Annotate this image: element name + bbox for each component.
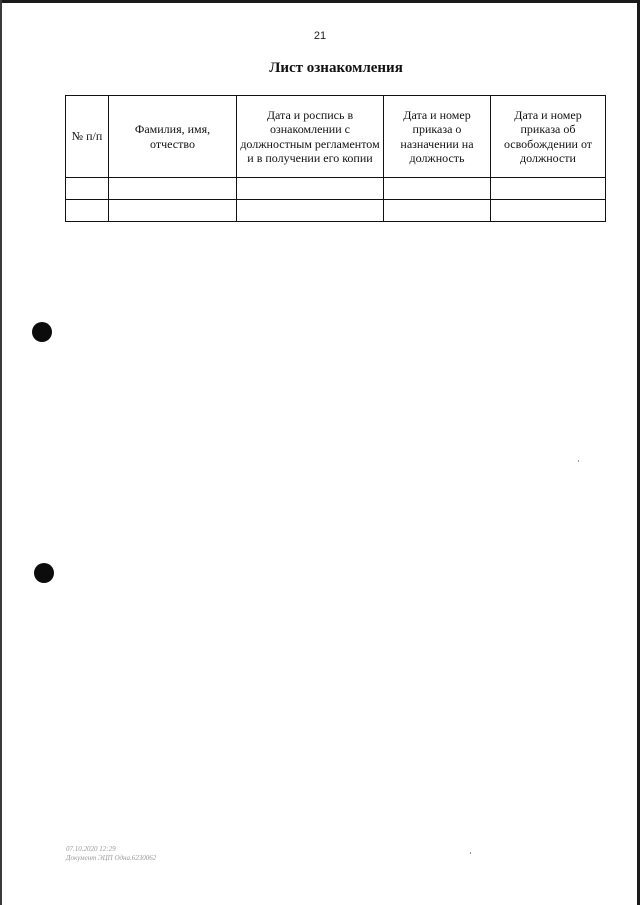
- electronic-signature-stamp: [66, 845, 156, 863]
- column-header-full-name: Фамилия, имя, отчество: [109, 96, 237, 178]
- column-header-dismissal-order: Дата и номер приказа об освобождении от должности: [491, 96, 606, 178]
- table-row: [66, 200, 606, 222]
- stamp-line: 07.10.2020 12:29: [66, 845, 116, 853]
- scan-speck: [470, 852, 471, 854]
- column-header-number: № п/п: [66, 96, 109, 178]
- scan-speck: [578, 460, 579, 462]
- table-cell: [66, 200, 109, 222]
- table-cell: [109, 178, 237, 200]
- page-number: 21: [313, 30, 327, 42]
- punch-hole-icon: [34, 563, 54, 583]
- scan-edge: [0, 0, 2, 905]
- table-header-row: [66, 96, 606, 178]
- table-cell: [237, 178, 384, 200]
- table-cell: [491, 178, 606, 200]
- punch-hole-icon: [32, 322, 52, 342]
- scan-edge: [0, 0, 640, 3]
- stamp-line: Документ ЭЦП Одна.6230062: [66, 854, 157, 862]
- table-cell: [491, 200, 606, 222]
- table-cell: [384, 178, 491, 200]
- table-cell: [237, 200, 384, 222]
- table-cell: [384, 200, 491, 222]
- page-title: Лист ознакомления: [269, 60, 403, 76]
- acknowledgement-table: [65, 95, 606, 222]
- column-header-signature-date: Дата и роспись в ознакомлении с должностным регламентом и в получении его копии: [237, 96, 384, 178]
- table-cell: [109, 200, 237, 222]
- column-header-appointment-order: Дата и номер приказа о назначении на должность: [384, 96, 491, 178]
- table-row: [66, 178, 606, 200]
- table-cell: [66, 178, 109, 200]
